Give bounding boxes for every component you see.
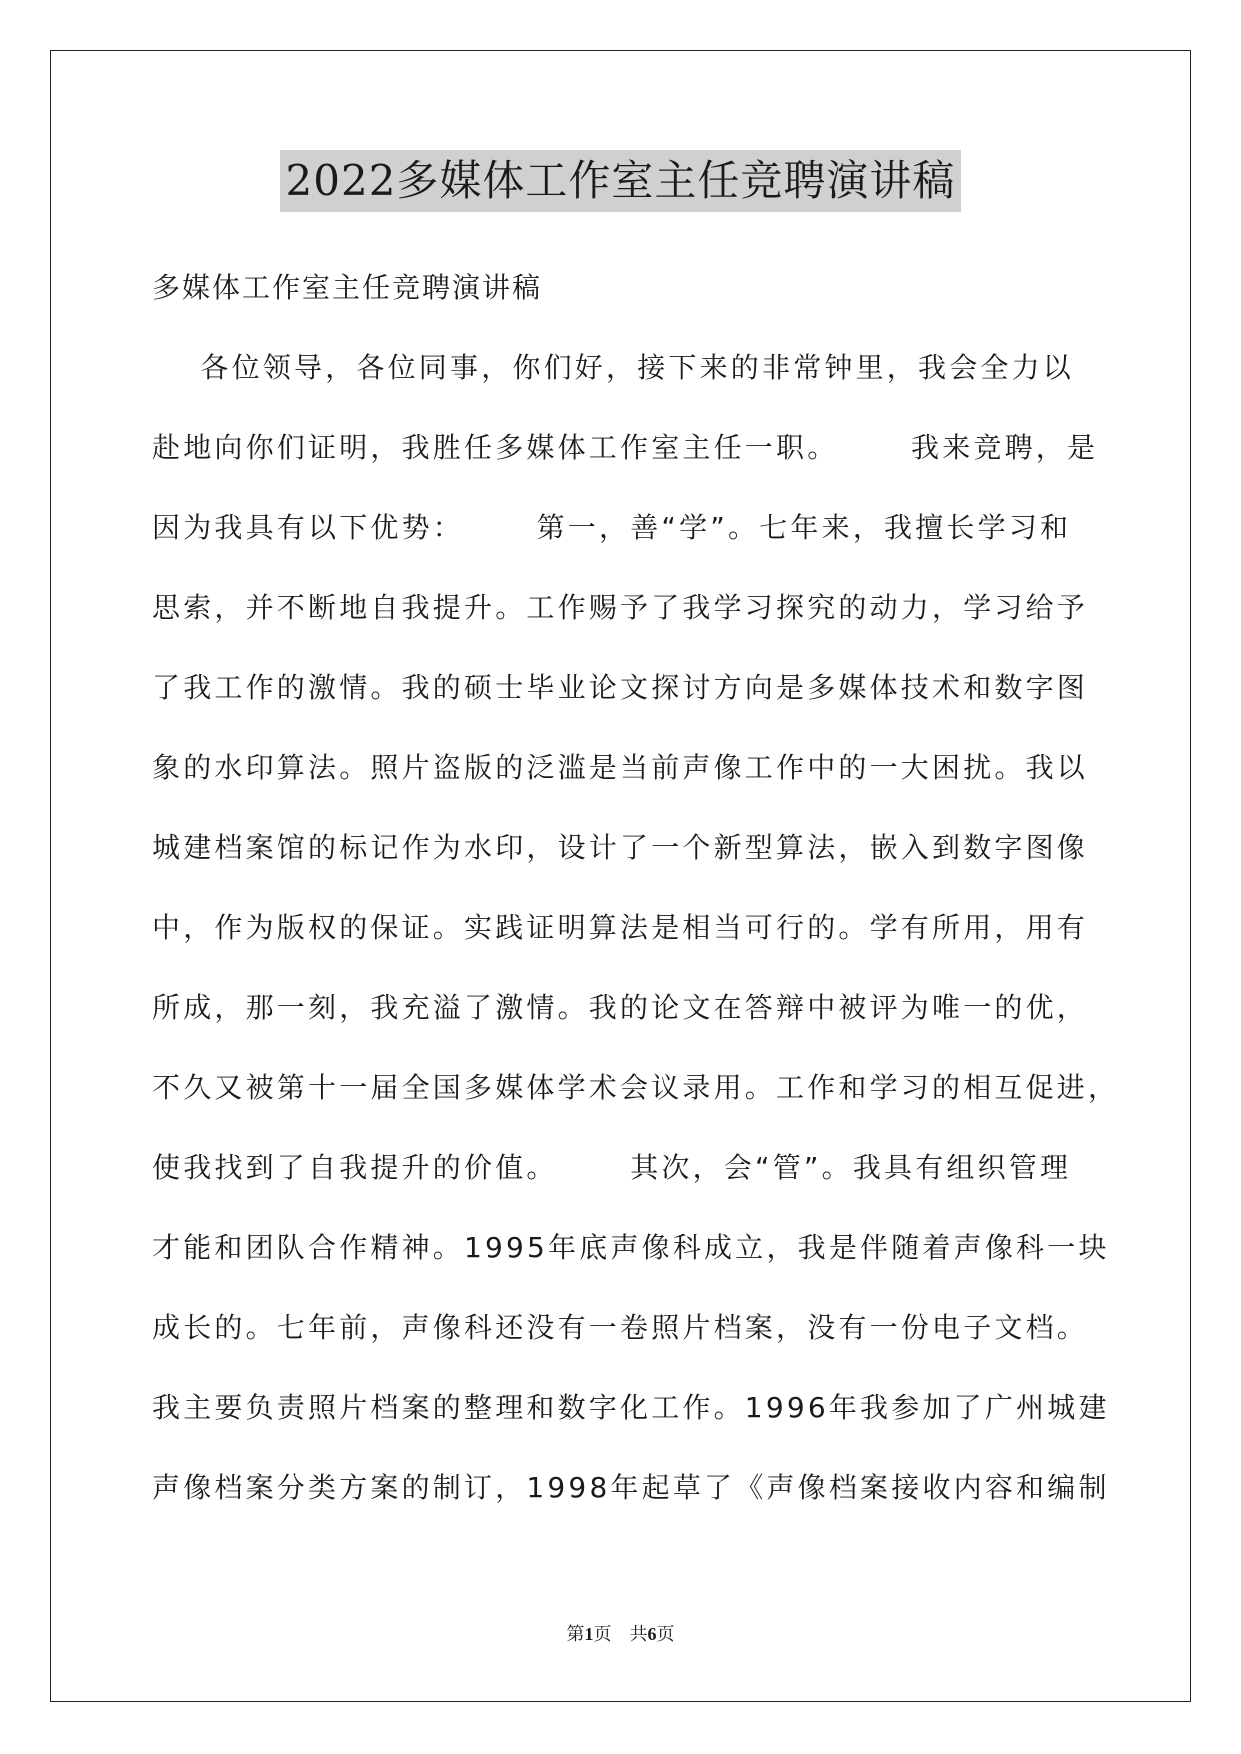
body-line: 城建档案馆的标记作为水印，设计了一个新型算法，嵌入到数字图像 <box>152 831 1089 864</box>
body-line: 才能和团队合作精神。1995年底声像科成立，我是伴随着声像科一块 <box>152 1231 1110 1264</box>
page-footer <box>0 1620 1241 1646</box>
body-line: 我主要负责照片档案的整理和数字化工作。1996年我参加了广州城建 <box>152 1391 1110 1424</box>
footer-page-current: 1 <box>584 1624 594 1644</box>
body-line: 赴地向你们证明，我胜任多媒体工作室主任一职。 我来竞聘，是 <box>152 431 1099 464</box>
document-title: 2022多媒体工作室主任竞聘演讲稿 <box>280 150 962 212</box>
body-line: 声像档案分类方案的制订，1998年起草了《声像档案接收内容和编制 <box>152 1471 1110 1504</box>
footer-page-suffix: 页 <box>656 1624 675 1644</box>
document-body <box>152 348 1120 1548</box>
body-line: 思索，并不断地自我提升。工作赐予了我学习探究的动力，学习给予 <box>152 591 1089 624</box>
body-line: 中，作为版权的保证。实践证明算法是相当可行的。学有所用，用有 <box>152 911 1089 944</box>
body-line: 不久又被第十一届全国多媒体学术会议录用。工作和学习的相互促进， <box>152 1071 1120 1104</box>
body-line: 成长的。七年前，声像科还没有一卷照片档案，没有一份电子文档。 <box>152 1311 1089 1344</box>
footer-page-mid: 页 共 <box>593 1624 648 1644</box>
footer-page-total: 6 <box>647 1624 657 1644</box>
body-line: 象的水印算法。照片盗版的泛滥是当前声像工作中的一大困扰。我以 <box>152 751 1089 784</box>
body-line: 因为我具有以下优势： 第一，善“学”。七年来，我擅长学习和 <box>152 511 1072 544</box>
footer-page-prefix: 第 <box>566 1624 585 1644</box>
title-container <box>0 150 1241 212</box>
body-line: 使我找到了自我提升的价值。 其次，会“管”。我具有组织管理 <box>152 1151 1072 1184</box>
document-subtitle: 多媒体工作室主任竞聘演讲稿 <box>152 271 543 304</box>
body-line: 各位领导，各位同事，你们好，接下来的非常钟里，我会全力以 <box>152 351 1075 384</box>
body-line: 所成，那一刻，我充溢了激情。我的论文在答辩中被评为唯一的优， <box>152 991 1089 1024</box>
body-line: 了我工作的激情。我的硕士毕业论文探讨方向是多媒体技术和数字图 <box>152 671 1089 704</box>
